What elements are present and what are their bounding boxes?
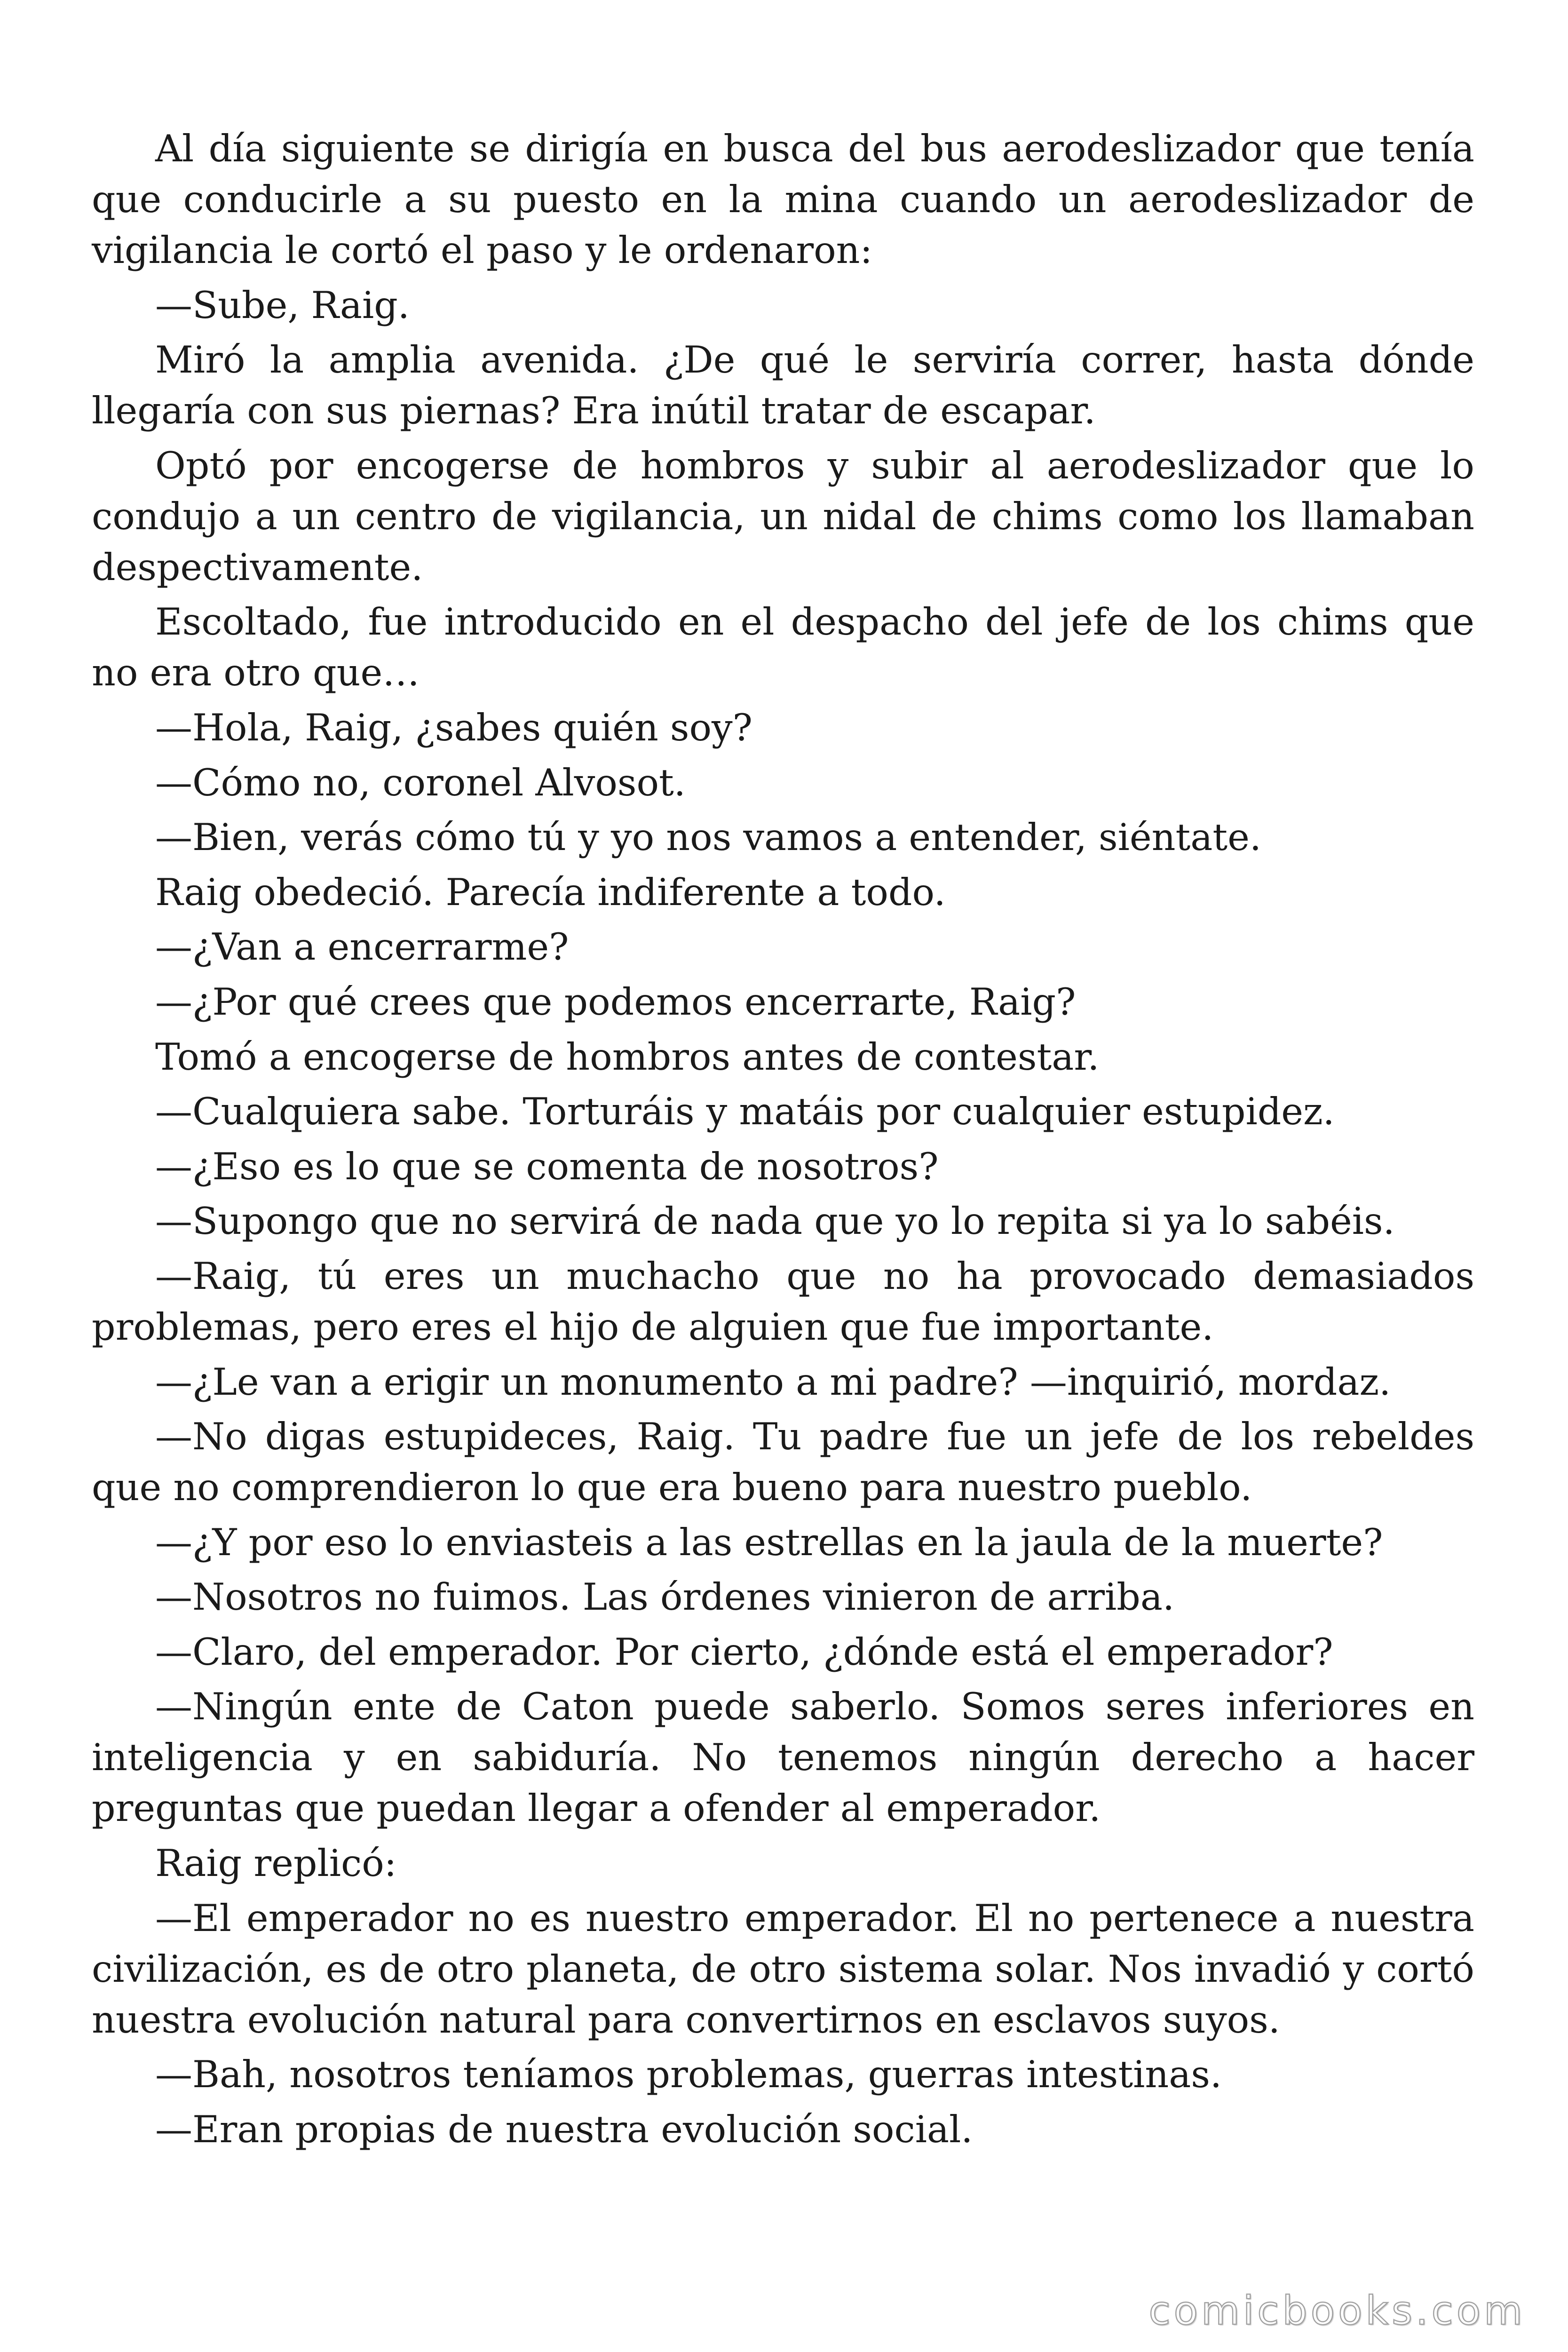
paragraph: —No digas estupideces, Raig. Tu padre fue un jefe de los rebeldes que no comprendieron lo que era bueno para nuestro pueblo.: [92, 1415, 1474, 1510]
body-text: [92, 123, 1474, 2159]
paragraph: —¿Y por eso lo enviasteis a las estrellas en la jaula de la muerte?: [155, 1520, 1383, 1564]
paragraph: —Supongo que no servirá de nada que yo lo repita si ya lo sabéis.: [155, 1200, 1395, 1243]
paragraph: Miró la amplia avenida. ¿De qué le serviría correr, hasta dónde llegaría con sus piernas? Era inútil tratar de escapar.: [92, 338, 1474, 433]
watermark: comicbooks.com: [1148, 2288, 1526, 2334]
paragraph: —¿Le van a erigir un monumento a mi padre? —inquirió, mordaz.: [155, 1360, 1391, 1404]
paragraph: Al día siguiente se dirigía en busca del bus aerodeslizador que tenía que conducirle a su puesto en la mina cuando un aerodeslizador de vigilancia le cortó el paso y le ordenaron:: [92, 127, 1474, 272]
paragraph: —¿Por qué crees que podemos encerrarte, Raig?: [155, 980, 1076, 1024]
paragraph: —Bien, verás cómo tú y yo nos vamos a entender, siéntate.: [155, 816, 1261, 859]
paragraph: —Sube, Raig.: [155, 283, 410, 327]
paragraph: —Raig, tú eres un muchacho que no ha provocado demasiados problemas, pero eres el hijo de alguien que fue importante.: [92, 1254, 1474, 1349]
paragraph: —Eran propias de nuestra evolución social.: [155, 2107, 973, 2151]
paragraph: —Hola, Raig, ¿sabes quién soy?: [155, 706, 753, 749]
paragraph: Optó por encogerse de hombros y subir al aerodeslizador que lo condujo a un centro de vigilancia, un nidal de chims como los llamaban despectivamente.: [92, 444, 1474, 589]
paragraph: —¿Van a encerrarme?: [155, 925, 569, 969]
paragraph: —Cualquiera sabe. Torturáis y matáis por cualquier estupidez.: [155, 1090, 1335, 1134]
paragraph: —Ningún ente de Caton puede saberlo. Somos seres inferiores en inteligencia y en sabiduría. No tenemos ningún derecho a hacer preguntas que puedan llegar a ofender al emperador.: [92, 1685, 1474, 1830]
paragraph: Tomó a encogerse de hombros antes de contestar.: [155, 1035, 1100, 1079]
paragraph: —El emperador no es nuestro emperador. El no pertenece a nuestra civilización, es de otro planeta, de otro sistema solar. Nos invadió y cortó nuestra evolución natural para convertirnos en esclavos suyos.: [92, 1896, 1474, 2042]
paragraph: Escoltado, fue introducido en el despacho del jefe de los chims que no era otro que…: [92, 600, 1474, 695]
paragraph: —Nosotros no fuimos. Las órdenes vinieron de arriba.: [155, 1575, 1175, 1619]
paragraph: —Claro, del emperador. Por cierto, ¿dónde está el emperador?: [155, 1630, 1333, 1674]
paragraph: —Bah, nosotros teníamos problemas, guerras intestinas.: [155, 2053, 1222, 2097]
paragraph: —Cómo no, coronel Alvosot.: [155, 761, 686, 804]
paragraph: Raig replicó:: [155, 1842, 397, 1885]
paragraph: —¿Eso es lo que se comenta de nosotros?: [155, 1144, 939, 1188]
paragraph: Raig obedeció. Parecía indiferente a todo.: [155, 870, 946, 914]
